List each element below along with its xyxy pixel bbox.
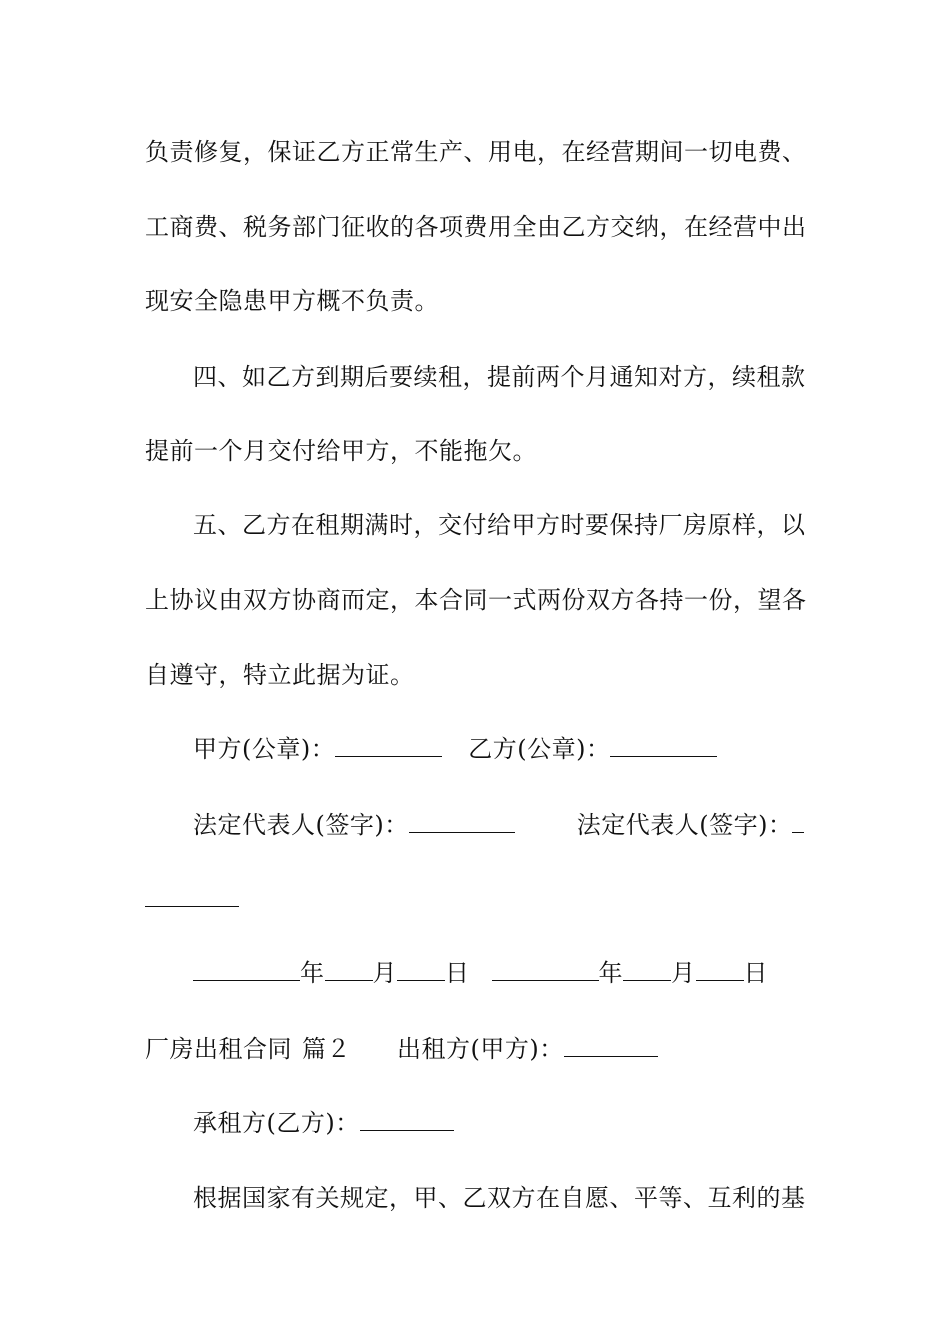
legal-rep-b-label: 法定代表人(签字)： [576,811,793,839]
seal-line [193,734,810,764]
section-2-header-line [145,1034,810,1064]
clause-four-line-1: 四、如乙方到期后要续租，提前两个月通知对方，续租款 [193,363,806,391]
date-a-year-blank[interactable] [193,958,300,981]
paragraph-line-3: 现安全隐患甲方概不负责。 [145,287,439,315]
date-b-month-blank[interactable] [623,958,671,981]
party-b-seal-blank[interactable] [610,734,717,757]
legal-rep-a-blank[interactable] [409,810,515,833]
date-b-year-blank[interactable] [492,958,599,981]
clause-four-line-2: 提前一个月交付给甲方，不能拖欠。 [145,437,537,465]
date-b-day-blank[interactable] [696,958,744,981]
year-label-b: 年 [598,959,623,987]
lessee-blank[interactable] [360,1108,454,1131]
paragraph-line-2: 工商费、税务部门征收的各项费用全由乙方交纳，在经营中出 [145,213,807,241]
party-a-seal-label: 甲方(公章)： [193,735,336,763]
date-line [193,958,810,988]
clause-five-line-1: 五、乙方在租期满时，交付给甲方时要保持厂房原样，以 [193,511,806,539]
year-label-a: 年 [300,959,325,987]
clause-five-line-3: 自遵守，特立此据为证。 [145,661,415,689]
lessee-label: 承租方(乙方)： [193,1109,360,1137]
party-b-seal-label: 乙方(公章)： [468,735,611,763]
month-label-a: 月 [372,959,397,987]
month-label-b: 月 [671,959,696,987]
lessee-line [193,1108,810,1138]
lessor-blank[interactable] [564,1034,658,1057]
legal-rep-line [193,810,810,840]
lessor-label: 出租方(甲方)： [397,1035,564,1063]
legal-rep-b-blank-end[interactable] [145,884,239,907]
day-label-a: 日 [445,959,470,987]
clause-five-line-2: 上协议由双方协商而定，本合同一式两份双方各持一份，望各 [145,586,807,614]
date-a-month-blank[interactable] [325,958,373,981]
legal-rep-a-label: 法定代表人(签字)： [193,811,409,839]
section-2-title: 厂房出租合同 [145,1035,292,1063]
paragraph-line-1: 负责修复，保证乙方正常生产、用电，在经营期间一切电费、 [145,138,807,166]
section-2-intro-line: 根据国家有关规定，甲、乙双方在自愿、平等、互利的基 [193,1184,806,1212]
section-2-number: 篇２ [302,1035,351,1063]
date-a-day-blank[interactable] [397,958,445,981]
day-label-b: 日 [743,959,768,987]
party-a-seal-blank[interactable] [335,734,442,757]
legal-rep-b-blank-start[interactable] [792,810,804,833]
legal-rep-b-blank-continued-line [145,884,810,914]
